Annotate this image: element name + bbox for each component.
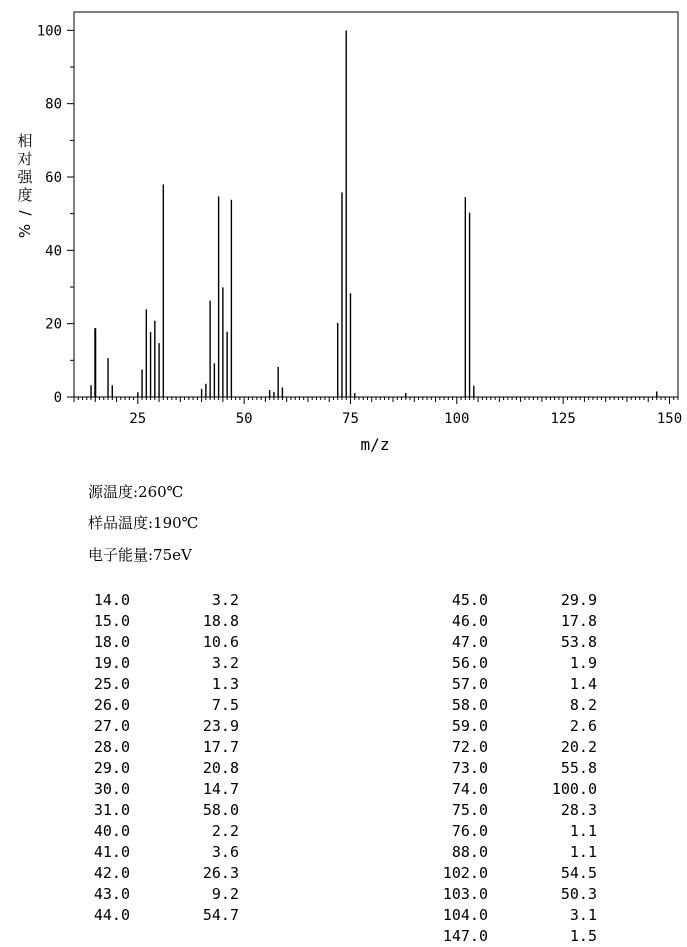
peak-row: [432, 884, 602, 905]
x-tick-label: 50: [235, 411, 253, 427]
peak-intensity: 29.9: [560, 591, 597, 609]
peak-intensity: 3.1: [569, 906, 597, 924]
electron-energy: 电子能量:75eV: [88, 546, 192, 564]
peak-row: [432, 716, 602, 737]
peak-mz: 15.0: [93, 612, 130, 630]
peak-intensity: 54.5: [560, 864, 597, 882]
peak-mz: 40.0: [93, 822, 130, 840]
peak-intensity: 1.1: [569, 822, 597, 840]
peak-row: [86, 779, 256, 800]
peak-table-right: [432, 590, 602, 947]
peak-row: [432, 842, 602, 863]
peak-mz: 14.0: [93, 591, 130, 609]
y-axis-label-char: 强: [17, 168, 33, 186]
peak-mz: 43.0: [93, 885, 130, 903]
x-tick-label: 75: [342, 411, 359, 427]
peak-mz: 88.0: [451, 843, 488, 861]
peak-mz: 30.0: [93, 780, 130, 798]
peak-row: [432, 821, 602, 842]
peak-intensity: 10.6: [202, 633, 239, 651]
peak-mz: 76.0: [451, 822, 488, 840]
peak-intensity: 9.2: [211, 885, 239, 903]
peak-row: [432, 800, 602, 821]
peak-row: [86, 821, 256, 842]
peak-mz: 31.0: [93, 801, 130, 819]
peak-mz: 103.0: [442, 885, 488, 903]
x-axis-label: m/z: [360, 435, 390, 454]
peak-row: [86, 611, 256, 632]
y-axis-label-char: %: [16, 223, 34, 239]
peak-row: [86, 653, 256, 674]
peak-intensity: 50.3: [560, 885, 597, 903]
peak-row: [86, 842, 256, 863]
peak-row: [86, 758, 256, 779]
peak-intensity: 3.2: [211, 591, 239, 609]
mass-spectrum-chart: [0, 0, 687, 460]
y-axis-label-char: 度: [17, 186, 33, 204]
peak-mz: 75.0: [451, 801, 488, 819]
peak-mz: 104.0: [442, 906, 488, 924]
x-tick-label: 150: [656, 411, 683, 427]
peak-intensity: 3.2: [211, 654, 239, 672]
peak-row: [432, 737, 602, 758]
peak-intensity: 3.6: [211, 843, 239, 861]
peak-intensity: 100.0: [551, 780, 597, 798]
peak-mz: 42.0: [93, 864, 130, 882]
peak-row: [86, 800, 256, 821]
peak-row: [432, 926, 602, 947]
peak-mz: 41.0: [93, 843, 130, 861]
y-axis-label: [16, 132, 34, 238]
peak-row: [432, 863, 602, 884]
peak-table-left: [86, 590, 256, 926]
peak-row: [86, 905, 256, 926]
peak-mz: 27.0: [93, 717, 130, 735]
peak-mz: 147.0: [442, 927, 488, 945]
chart-axes: [37, 12, 682, 427]
y-tick-label: 80: [45, 96, 62, 113]
peak-row: [432, 779, 602, 800]
peak-intensity: 1.5: [569, 927, 597, 945]
peak-mz: 25.0: [93, 675, 130, 693]
x-tick-label: 125: [550, 411, 576, 427]
peak-intensity: 55.8: [560, 759, 597, 777]
peak-intensity: 8.2: [569, 696, 597, 714]
peak-intensity: 23.9: [202, 717, 239, 735]
peak-intensity: 1.3: [211, 675, 239, 693]
peak-mz: 74.0: [451, 780, 488, 798]
peak-row: [86, 716, 256, 737]
peak-row: [432, 674, 602, 695]
y-axis-label-char: 相: [17, 132, 33, 150]
peak-row: [86, 590, 256, 611]
peak-row: [432, 905, 602, 926]
peak-row: [432, 632, 602, 653]
peak-mz: 72.0: [451, 738, 488, 756]
y-tick-label: 0: [53, 390, 62, 406]
peak-mz: 26.0: [93, 696, 130, 714]
peak-mz: 18.0: [93, 633, 130, 651]
y-axis-label-char: 对: [17, 150, 33, 168]
peak-row: [86, 632, 256, 653]
peak-intensity: 2.2: [211, 822, 239, 840]
peak-intensity: 2.6: [569, 717, 597, 735]
x-tick-label: 100: [444, 411, 470, 427]
y-tick-label: 60: [45, 170, 62, 186]
chart-bars: [91, 30, 657, 397]
peak-mz: 28.0: [93, 738, 130, 756]
peak-intensity: 1.9: [569, 654, 597, 672]
peak-mz: 58.0: [451, 696, 488, 714]
source-temperature: 源温度:260℃: [88, 483, 184, 501]
peak-mz: 57.0: [451, 675, 488, 693]
peak-intensity: 7.5: [211, 696, 239, 714]
peak-mz: 102.0: [442, 864, 488, 882]
peak-intensity: 14.7: [202, 780, 239, 798]
peak-intensity: 53.8: [560, 633, 597, 651]
peak-row: [86, 737, 256, 758]
peak-intensity: 17.7: [202, 738, 239, 756]
y-tick-label: 20: [45, 316, 62, 333]
sample-temperature: 样品温度:190℃: [88, 514, 199, 532]
peak-mz: 29.0: [93, 759, 130, 777]
y-tick-label: 100: [36, 23, 62, 40]
peak-intensity: 28.3: [560, 801, 597, 819]
peak-row: [432, 695, 602, 716]
peak-intensity: 26.3: [202, 864, 239, 882]
peak-mz: 45.0: [451, 591, 488, 609]
y-axis-label-char: /: [16, 210, 34, 216]
peak-intensity: 20.2: [560, 738, 597, 756]
peak-mz: 46.0: [451, 612, 488, 630]
peak-row: [86, 695, 256, 716]
peak-mz: 56.0: [451, 654, 488, 672]
peak-intensity: 58.0: [202, 801, 239, 819]
peak-intensity: 1.1: [569, 843, 597, 861]
x-tick-label: 25: [129, 411, 147, 427]
peak-mz: 59.0: [451, 717, 488, 735]
plot-frame: [74, 12, 678, 397]
peak-mz: 73.0: [451, 759, 488, 777]
peak-intensity: 17.8: [560, 612, 597, 630]
y-tick-label: 40: [45, 243, 62, 260]
peak-row: [432, 653, 602, 674]
peak-mz: 47.0: [451, 633, 488, 651]
peak-intensity: 18.8: [202, 612, 239, 630]
peak-mz: 44.0: [93, 906, 130, 924]
peak-mz: 19.0: [93, 654, 130, 672]
peak-intensity: 54.7: [202, 906, 239, 924]
peak-intensity: 20.8: [202, 759, 239, 777]
peak-row: [432, 758, 602, 779]
peak-row: [86, 884, 256, 905]
peak-row: [432, 590, 602, 611]
peak-row: [86, 863, 256, 884]
peak-row: [86, 674, 256, 695]
peak-intensity: 1.4: [569, 675, 597, 693]
peak-row: [432, 611, 602, 632]
